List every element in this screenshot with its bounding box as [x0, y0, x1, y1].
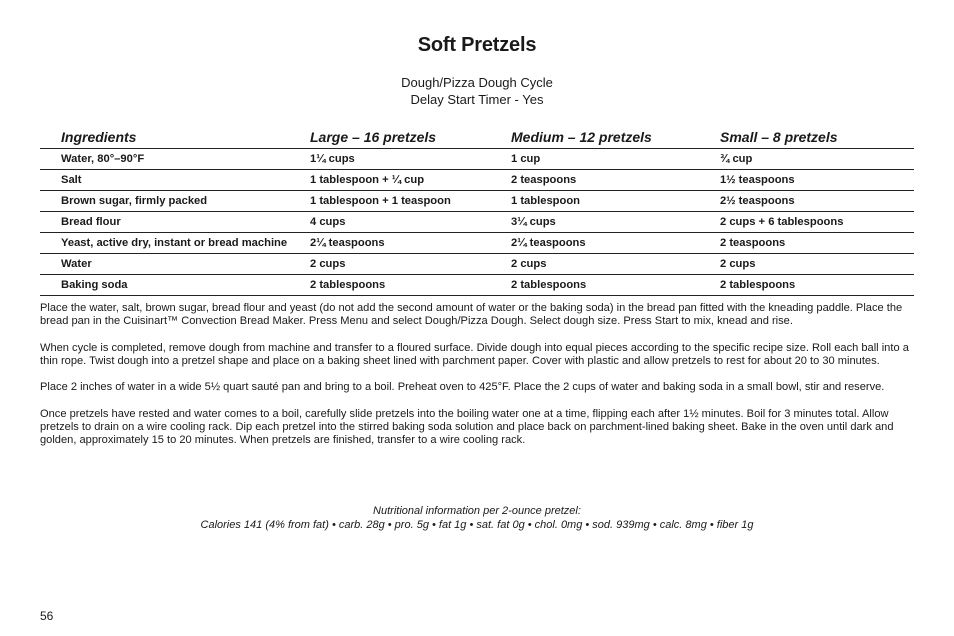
amount-medium: 1 tablespoon: [511, 191, 720, 212]
table-row: [40, 254, 914, 275]
page-title: Soft Pretzels: [417, 34, 537, 56]
amount-large: 1 tablespoon + ¼ cup: [310, 170, 511, 191]
delay-timer-label: Delay Start Timer - Yes: [410, 92, 544, 107]
instruction-paragraph: When cycle is completed, remove dough from machine and transfer to a floured surface. Divide dough into equal pieces according to the specific recipe size. Roll each ball into a thin rope. Twist dough into a pretzel shape and place on a baking sheet lined with parchment paper. Cover with plastic and allow pretzels to rest for about 20 to 30 minutes.: [40, 341, 909, 367]
table-row: [40, 212, 914, 233]
amount-large: 1¼ cups: [310, 149, 511, 170]
amount-small: 2 cups + 6 tablespoons: [720, 212, 914, 233]
cycle-label: Dough/Pizza Dough Cycle: [401, 75, 553, 90]
amount-medium: 3¼ cups: [511, 212, 720, 233]
ingredient-name: Water: [40, 254, 310, 275]
amount-large: 2¼ teaspoons: [310, 233, 511, 254]
amount-small: 1½ teaspoons: [720, 170, 914, 191]
instructions: [40, 302, 916, 460]
amount-small: 2 tablespoons: [720, 275, 914, 296]
instruction-paragraph: Once pretzels have rested and water comes to a boil, carefully slide pretzels into the boiling water one at a time, flipping each after 1½ minutes. Boil for 3 minutes total. Allow pretzels to drain on a wire cooling rack. Dip each pretzel into the stirred baking soda solution and place back on parchment-lined baking sheet. Bake in the oven until dark and golden, approximately 15 to 20 minutes. When pretzels are finished, transfer to a wire cooling rack.: [40, 407, 894, 446]
amount-medium: 2¼ teaspoons: [511, 233, 720, 254]
amount-small: ¾ cup: [720, 149, 914, 170]
table-row: [40, 170, 914, 191]
nutrition-heading: Nutritional information per 2-ounce pretzel:: [373, 505, 581, 517]
ingredient-name: Water, 80°–90°F: [40, 149, 310, 170]
column-header-small: Small – 8 pretzels: [720, 127, 914, 149]
table-row: [40, 149, 914, 170]
table-row: [40, 233, 914, 254]
amount-large: 2 cups: [310, 254, 511, 275]
ingredient-name: Bread flour: [40, 212, 310, 233]
nutrition-info: [0, 504, 954, 532]
amount-large: 2 tablespoons: [310, 275, 511, 296]
ingredient-name: Brown sugar, firmly packed: [40, 191, 310, 212]
column-header-large: Large – 16 pretzels: [310, 127, 511, 149]
column-header-ingredients: Ingredients: [40, 127, 310, 149]
amount-small: 2 teaspoons: [720, 233, 914, 254]
amount-large: 1 tablespoon + 1 teaspoon: [310, 191, 511, 212]
amount-medium: 2 cups: [511, 254, 720, 275]
column-header-medium: Medium – 12 pretzels: [511, 127, 720, 149]
instruction-paragraph: Place the water, salt, brown sugar, bread flour and yeast (do not add the second amount of water or the baking soda) in the bread pan fitted with the kneading paddle. Place the bread pan in the Cuisinart™ Convection Bread Maker. Press Menu and select Dough/Pizza Dough. Select dough size. Press Start to mix, knead and rise.: [40, 302, 903, 328]
nutrition-facts: Calories 141 (4% from fat) • carb. 28g • pro. 5g • fat 1g • sat. fat 0g • chol. 0mg • sod. 939mg • calc. 8mg • fiber 1g: [200, 519, 754, 531]
table-row: [40, 191, 914, 212]
amount-small: 2½ teaspoons: [720, 191, 914, 212]
amount-medium: 2 teaspoons: [511, 170, 720, 191]
instruction-paragraph: Place 2 inches of water in a wide 5½ quart sauté pan and bring to a boil. Preheat oven to 425°F. Place the 2 cups of water and baking soda in a small bowl, stir and reserve.: [40, 381, 885, 394]
ingredient-name: Yeast, active dry, instant or bread machine: [40, 233, 310, 254]
table-header-row: [40, 127, 914, 149]
amount-large: 4 cups: [310, 212, 511, 233]
ingredients-table: [40, 127, 914, 296]
ingredient-name: Baking soda: [40, 275, 310, 296]
amount-small: 2 cups: [720, 254, 914, 275]
ingredient-name: Salt: [40, 170, 310, 191]
table-row: [40, 275, 914, 296]
amount-medium: 1 cup: [511, 149, 720, 170]
amount-medium: 2 tablespoons: [511, 275, 720, 296]
page-number: 56: [40, 609, 54, 623]
